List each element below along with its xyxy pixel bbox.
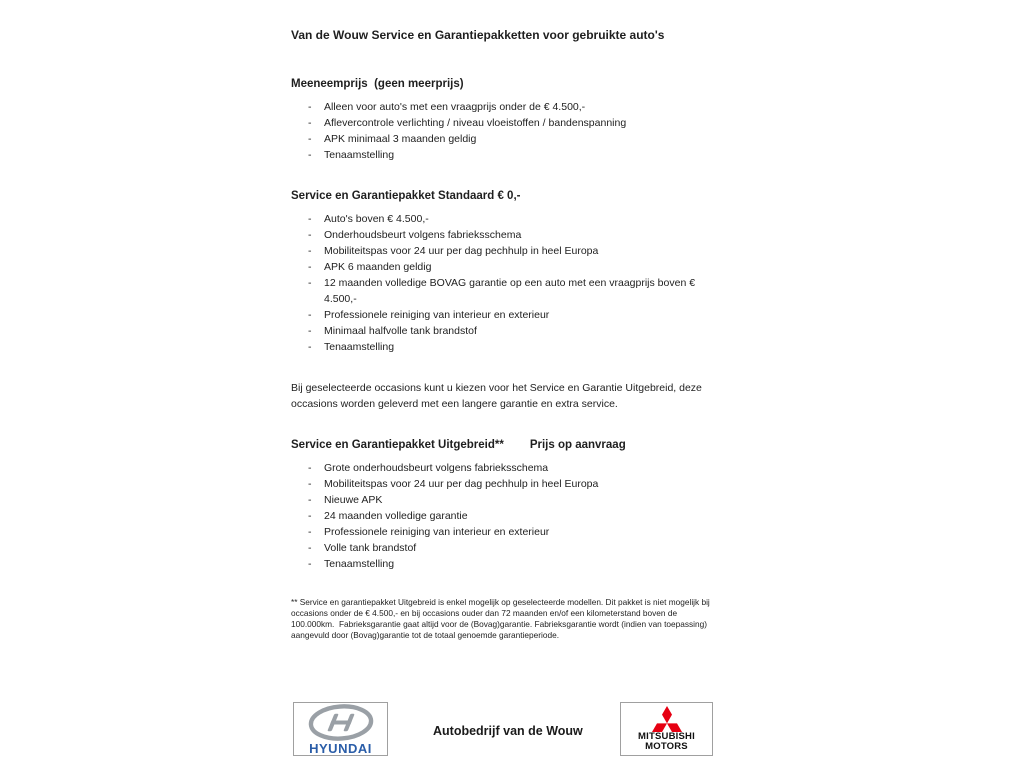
list-item-text: Tenaamstelling [324,149,395,161]
list-item-text: Auto's boven € 4.500,- [324,213,429,225]
list-item [308,227,715,243]
bullet-dash: - [308,309,312,321]
bullet-dash: - [308,558,312,570]
bullet-dash: - [308,101,312,113]
list-item-text: Mobiliteitspas voor 24 uur per dag pechhulp in heel Europa [324,245,599,257]
bullet-dash: - [308,261,312,273]
hyundai-logo [293,702,388,756]
list-item [308,243,715,259]
standaard-list [291,211,715,355]
bullet-dash: - [308,325,312,337]
list-item-text: Minimaal halfvolle tank brandstof [324,325,477,337]
bullet-dash: - [308,494,312,506]
section-heading-uitgebreid: Service en Garantiepakket Uitgebreid** [291,439,504,451]
list-item [308,476,715,492]
mitsubishi-logo [620,702,713,756]
bullet-dash: - [308,526,312,538]
bullet-dash: - [308,229,312,241]
footnote-text: ** Service en garantiepakket Uitgebreid is enkel mogelijk op geselecteerde modellen. Dit pakket is niet mogelijk bij occasions onder de € 4.500,- en bij occasions ouder dan 72 maanden en/of een kilometerstand boven de 100.000km. Fabrieksgarantie gaat altijd voor de (Bovag)garantie. Fabrieksgarantie wordt (indien van toepassing) aangevuld door (Bovag)garantie tot de totaal genoemde garantieperiode. [291,597,713,640]
list-item [308,492,715,508]
mitsubishi-diamonds-icon [647,706,687,732]
list-item [308,275,715,307]
meeneemprijs-list [291,99,715,163]
list-item-text: Tenaamstelling [324,558,395,570]
extended-heading-row [291,437,715,453]
list-item [308,323,715,339]
list-item [308,99,715,115]
price-on-request-label: Prijs op aanvraag [529,439,626,451]
company-name: Autobedrijf van de Wouw [433,724,583,738]
list-item-text: Professionele reiniging van interieur en exterieur [324,526,550,538]
bullet-dash: - [308,462,312,474]
list-item [308,131,715,147]
document-content [291,27,715,641]
list-item [308,524,715,540]
list-item-text: Tenaamstelling [324,341,395,353]
bullet-dash: - [308,245,312,257]
list-item-text: Mobiliteitspas voor 24 uur per dag pechhulp in heel Europa [324,478,599,490]
list-item-text: Volle tank brandstof [324,542,417,554]
list-item-text: APK minimaal 3 maanden geldig [324,133,477,145]
bullet-dash: - [308,510,312,522]
footer [0,702,1024,758]
mitsubishi-wordmark-line1: MITSUBISHI [638,731,695,742]
list-item [308,540,715,556]
bullet-dash: - [308,542,312,554]
list-item-text: Aflevercontrole verlichting / niveau vloeistoffen / bandenspanning [324,117,627,129]
list-item-text: Onderhoudsbeurt volgens fabrieksschema [324,229,522,241]
list-item [308,339,715,355]
list-item-text: Professionele reiniging van interieur en exterieur [324,309,550,321]
mitsubishi-wordmark-line2: MOTORS [645,741,688,752]
intro-paragraph: Bij geselecteerde occasions kunt u kiezen voor het Service en Garantie Uitgebreid, deze occasions worden geleverd met een langere garantie en extra service. [291,382,702,410]
hyundai-emblem-icon [307,704,375,741]
list-item-text: APK 6 maanden geldig [324,261,432,273]
hyundai-wordmark: HYUNDAI [309,740,372,756]
bullet-dash: - [308,341,312,353]
list-item-text: Alleen voor auto's met een vraagprijs onder de € 4.500,- [324,101,586,113]
bullet-dash: - [308,213,312,225]
list-item [308,211,715,227]
list-item [308,259,715,275]
bullet-dash: - [308,478,312,490]
list-item-text: Grote onderhoudsbeurt volgens fabrieksschema [324,462,549,474]
list-item [308,115,715,131]
list-item [308,147,715,163]
list-item-text: 24 maanden volledige garantie [324,510,468,522]
page-title: Van de Wouw Service en Garantiepakketten voor gebruikte auto's [291,28,665,42]
list-item [308,460,715,476]
bullet-dash: - [308,149,312,161]
section-heading-standaard: Service en Garantiepakket Standaard € 0,- [291,190,521,202]
bullet-dash: - [308,277,312,289]
uitgebreid-list [291,460,715,572]
list-item-text: 12 maanden volledige BOVAG garantie op een auto met een vraagprijs boven € 4.500,- [324,277,696,305]
list-item [308,307,715,323]
list-item [308,556,715,572]
bullet-dash: - [308,117,312,129]
list-item [308,508,715,524]
list-item-text: Nieuwe APK [324,494,383,506]
bullet-dash: - [308,133,312,145]
section-heading-meeneemprijs: Meeneemprijs (geen meerprijs) [291,78,464,90]
